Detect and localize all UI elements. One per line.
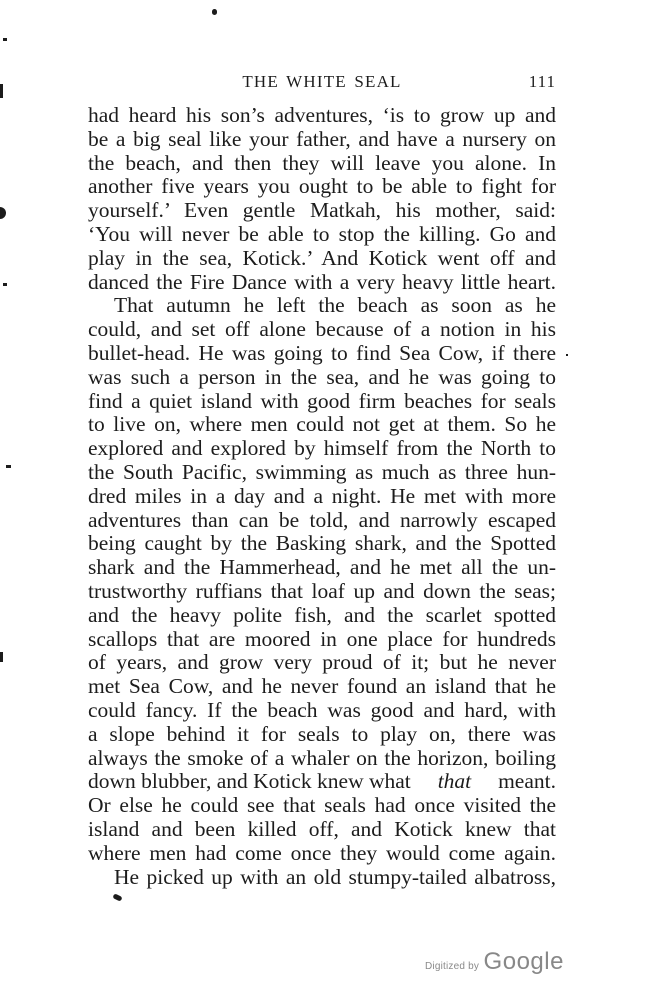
text-line: danced the Fire Dance with a very heavy little heart. [88,269,556,294]
text-line: yourself.’ Even gentle Matkah, his mother, said: [88,198,556,223]
scan-speck [566,354,568,356]
text-line: He picked up with an old stumpy-tailed albatross, [114,864,556,889]
scan-speck [0,652,3,662]
text-line: of years, and grow very proud of it; but he never [88,650,556,675]
text-line: scallops that are moored in one place for hundreds [88,626,556,651]
text-line: island and been killed off, and Kotick knew that [88,816,556,841]
text-line: be a big seal like your father, and have a nursery on [88,126,556,151]
scan-speck [112,893,122,901]
digitization-watermark [425,948,564,976]
text-line: the beach, and then they will leave you alone. In [88,150,556,175]
text-line: That autumn he left the beach as soon as he [114,293,556,318]
text-line: met Sea Cow, and he never found an island that he [88,674,556,699]
italic-word: that [437,769,472,794]
text-line: dred miles in a day and a night. He met with more [88,483,556,508]
text-line: the South Pacific, swimming as much as three hun- [88,459,556,484]
scan-speck [212,9,217,15]
scan-speck [6,465,11,468]
text-line: bullet-head. He was going to find Sea Cow, if there [88,340,556,365]
text-line: to live on, where men could not get at them. So he [88,412,556,437]
watermark-prefix: Digitized by [425,961,480,972]
scan-speck [3,38,7,41]
text-line: and the heavy polite fish, and the scarlet spotted [88,602,556,627]
text-line: always the smoke of a whaler on the horizon, boiling [88,745,556,770]
text-line [88,770,556,794]
text-line: adventures than can be told, and narrowly escaped [88,507,556,532]
text-line: a slope behind it for seals to play on, there was [88,721,556,746]
scan-speck [0,84,3,98]
text-line: play in the sea, Kotick.’ And Kotick went off and [88,245,556,270]
text-line: explored and explored by himself from the North to [88,436,556,461]
running-header [88,64,556,94]
text-segment: down blubber, and Kotick knew what [88,769,411,794]
text-line: another five years you ought to be able to fight for [88,174,556,199]
text-line: was such a person in the sea, and he was going to [88,364,556,389]
text-line: trustworthy ruffians that loaf up and down the seas; [88,578,556,603]
text-line: could fancy. If the beach was good and hard, with [88,697,556,722]
running-title: THE WHITE SEAL [242,72,402,91]
body-text [88,104,556,889]
page-number: 111 [528,72,556,91]
text-line: shark and the Hammerhead, and he met all the un- [88,555,556,580]
text-line: had heard his son’s adventures, ‘is to grow up and [88,103,556,127]
text-line: being caught by the Basking shark, and the Spotted [88,531,556,556]
text-line: ‘You will never be able to stop the killing. Go and [88,221,556,246]
watermark-brand: Google [483,948,564,975]
text-segment: meant. [498,769,556,794]
scan-speck [3,283,7,286]
text-line: Or else he could see that seals had once visited the [88,793,556,818]
text-line: could, and set off alone because of a notion in his [88,317,556,342]
text-line: where men had come once they would come again. [88,840,556,865]
scan-speck [0,207,6,219]
text-line: find a quiet island with good firm beaches for seals [88,388,556,413]
